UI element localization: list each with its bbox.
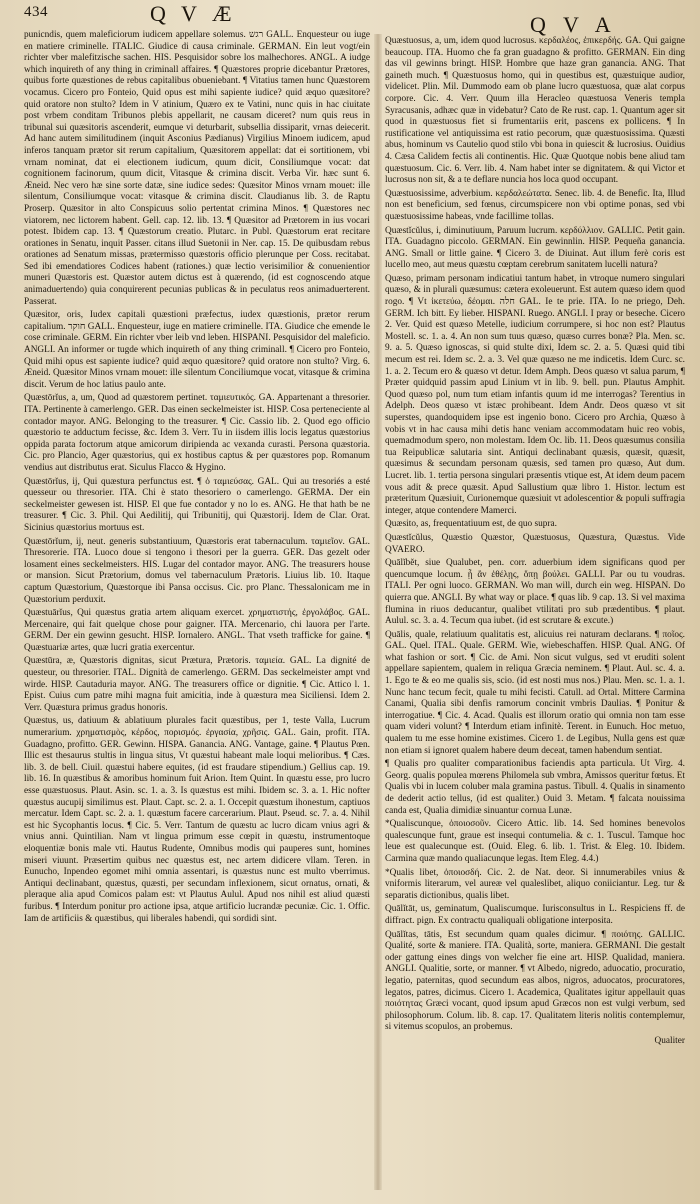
dictionary-entry: Quālĭtāt, us, geminatum, Qualiscumque. Iurisconsultus in L. Respiciens ff. de diffract. pign. Ex contractu qualiquali obligatione interposita. bbox=[385, 904, 685, 926]
left-column bbox=[24, 30, 370, 1194]
dictionary-entry: Quæstuosus, a, um, idem quod lucrosus. κερδαλέος, ἐπικερδής. GA. Qui gaigne beaucoup. ITA. Huomo che fa gran guadagno & profitto. GERMAN. Ein ding das vil gewinns bringt. HISP. Hombre que haze gran ganancia. ANG. That gaineth much. ¶ Quæstuosus homo, qui in questibus est, quæstuique audior, videlicet. Plin. Mil. Dummodo eam ob plane lucro quæstuosa, quæ alat corpus corpore. Cic. 4. Verr. Quum illa Heracleo quæstuosa Veneris templa Syracusanis, adhæc quæ in videbatur? Cato de Re rust. cap. 1. Quantum ager sit quod in quæstuosus fiet si frumentariis erit, pascens ex pollicens. ¶ In rustificatione vel antiquissima est ratio pecorum, quæ quæstuosissima. Quæsti abus, hominum vs Cautelio quod stilo vbi bona in quiescit & lucrosius. Ouidius 4. Cæsa Calidem fectis ali continentis. Hic. Quæ Quotque nobis bene aliud tam quæstuosum. Cic. 6. Verr. lib. 4. Nam habet inter se dignitatem. & qui Victor et lucrosus non sit, & a te deflare nuncia hos loca quod occupant. bbox=[385, 36, 685, 186]
dictionary-entry: Quālis, quale, relatiuum qualitatis est, alicuius rei naturam declarans. ¶ ποῖος. GAL. Quel. ITAL. Quale. GERM. Wie, wiebeschaffen. HISP. Qual. ANG. Of what fashion or sort. ¶ Cic. de Ami. Non sicut vulgus, sed vt eruditi solent appellare sapientem, qualem in reliqua Græcia neminem. ¶ Plaut. Aul. sc. 4. a. 1. Ego te & eo me qualis sis, scio. (id est nosti mus nos.) Plau. Men. sc. 1. a. 1. Nunc hanc tecum fecit, quale tu mihi fecisti. Catull. ad Ortal. Mittere Carmina Canami, Qualia sibi denfis ramorum concinit vmbris Daulias. ¶ Ponitur & interrogatiue. ¶ Cic. 4. Acad. Qualis est illorum oratio qui omnia non tam esse quam videri volunt? ¶ Interdum etiam infinitè. Terent. in Eunuch. Hoc metuo, qualem tu me esse homine existimes. Cicero 1. de Legibus, Nulla gens est quæ non etiam si ignoret qualem habere deum deceat, tamen habendum sentiat. bbox=[385, 629, 685, 756]
dictionary-entry: *Qualiscunque, ὁποιοσοῦν. Cicero Attic. lib. 14. Sed homines benevolos qualescunque funt, graue est insequi contumelia. & c. 1. Tuscul. Tamque hoc leue est qualecunque est. (Ouid. Eleg. 6. lib. 1. Trist. & Eleg. 10. Ibidem. Carmina quæ mando qualiacunque legas. Item Eleg. 4.4.) bbox=[385, 819, 685, 864]
dictionary-entry: punicndis, quem maleficiorum iudicem appellare solemus. רגש GALL. Enquesteur ou iuge en matiere criminelle. ITALIC. Giudice di causa criminale. GERMAN. Ein leut vogt/ein richter vber malefitzische sachen. HIS. Pesquisidor sobre los malhechores. ANGL. A iudge which inquireth of any thing in criminall affaires. ¶ Quæstores proprie dicebantur Prætores, quibus forte quæstiones de rebus capitalibus obueniebant. ¶ Vitatius tamen hunc Quæstorem vocamus. Cicero pro Fonteio, Quid opus est mihi sapiente iudice? quid æquo quæsitore? quid oratore non stulto? Idem in V atinium, Quæro ex te Vatini, nunc quis in hac ciuitate post vrbem conditam Tribunos plebis appellarit, ne causam diceret? num quis reus in tribunal sui quæsitoris ascenderit, eumque vi deturbarit, subsellia dissiparit, vrnas deiecerit. Ad hanc autem similitudinem (inquit Asconius Pædianus) Virgilius Minoem iudicem, apud inferos tanquam prætor sit rerum capitalium, Quæsitorem appellat: dat ei sortitionem, vbi vrnam nominat, dat ei electionem iudicum, quum dicit, Consiliumque vocat: dat cognitionem facinorum, quum dicit, Vitasque & crimina discit. Verba Vir. hæc sunt 6. Æneid. Nec vero hæ sine sorte datæ, sine iudice sedes: Quæsitor Minos vrnam mouet: ille silentum, Consiliumque vocat: vitasque & crimina discit. Claudianus lib. 3. de Raptu Proserp. Quæsitor in alto Conspicuus solio pertentat crimina Minos. ¶ Quæstores nec viatorem, nec lictorem habent. Gell. cap. 12. lib. 13. ¶ Quæsitor ad Prætorem in ius vocari potest. Ibidem cap. 13. ¶ Quæstorum creatio. Plutarc. in Publ. Quæstorum erat recitare orationes in Senatu, inquit Passer. citans illud Suetonii in Ner. cap. 15. De quibusdam rebus orationes ad Senatum missas, prætermisso quæstoris officio plerunque per Coss. recitabat. Sed ibi emendatiores Codices habent (rationes.) quæ lectio verisimilior & conuenientior muneri Quæstoris est. Quæstor autem dictus est à quærendo, (id est cognoscendo atque animaduertendo) quia conquirerent pecunias publicas & in peculatus reos animaduerterent. Passerat. bbox=[24, 30, 370, 307]
dictionary-entry: Quæstuosissime, adverbium. κερδαλεώτατα. Senec. lib. 4. de Benefic. Ita, Illud non est beneficium, sed fœnus, circumspicere non vbi optime ponas, sed vbi quæstuosissime habeas, vnde facillime tollas. bbox=[385, 188, 685, 222]
dictionary-entry: Quæstōrĭus, ij, Qui quæstura perfunctus est. ¶ ὁ ταμιεύσας. GAL. Qui au tresoriés a esté quesseur ou thresorier. ITA. Chi è stato thesoriero o camerlengo. GERMA. Der ein seckelmeister gewesen ist. HISP. El que fue contador y no lo es. ANG. He that hath be ne treasurer. ¶ Cic. 3. Phil. Qui Aedilitij, qui Tribunitij, qui Quæstorij. Idem de Clar. Orat. Sicinius quæstorius mortuus est. bbox=[24, 476, 370, 533]
dictionary-entry: Quæstōrĭum, ij, neut. generis substantiuum, Quæstoris erat tabernaculum. ταμιεῖον. GAL. Thresorerie. ITA. Luoco doue si tengono i thesori per la guerra. GER. Das gezelt oder losament eines seckelmeisters. HIS. Lugar del contador mayor. ANG. The treasurers house or mansion. Sicut Prætorium, domus vel tabernaculum Prætoris. Liuius lib. 10. Itaque captum Quæstorium, Quæstorque ibi Pansa occisus. Cic. pro Planc. Thessalonicam me in Quæstorium perduxit. bbox=[24, 536, 370, 605]
right-column bbox=[385, 36, 685, 1194]
page-number: 434 bbox=[24, 4, 48, 20]
dictionary-entry: Quæsito, as, frequentatiuum est, de quo supra. bbox=[385, 519, 557, 530]
dictionary-entry: Quæstōrĭus, a, um, Quod ad quæstorem pertinet. ταμιευτικός. GA. Appartenant a thresorier. ITA. Pertinente à camerlengo. GER. Das einen seckelmeister ist. HISP. Cosa perteneciente al contador mayor. ANG. Belonging to the treasurer. ¶ Cic. Cassio lib. 2. Quod ego officio quæstorio te adductum fecisse, &c. Idem 3. Verr. Tu in iisdem illis locis legatus quæstorius oppida parata foctorum atque amicorum diripienda ac vexanda curasti. Persona quæstoria. Cic. pro Plancio, Ager quæstorius, qui ex hostibus captus & per quæstores pop. Romanum vendius aut distributus erat. Siculus Flacco & Hygino. bbox=[24, 393, 370, 473]
dictionary-entry: ¶ Qualis pro qualiter comparationibus faciendis apta particula. Ut Virg. 4. Georg. qualis populea mœrens Philomela sub vmbra, Amissos queritur fœtus. Et Qualis vbi in lucem coluber mala gramina pastus. Tibull. 4. Qualis in sinamento de dederit actio tellus, (id est qualiter.) Ouid 3. Metam. ¶ falcata nouissima canda est, Qualia dimidiæ sinuantur cornua Lunæ. bbox=[385, 759, 685, 816]
dictionary-entry: Quæsitor, oris, Iudex capitali quæstioni præfectus, iudex quæstionis, prætor rerum capitalium. חוקר GALL. Enquesteur, iuge en matiere criminelle. ITA. Giudice che emende le cose criminale. GERM. Ein richter vber leib vnd leben. HISPANI. Pesquisidor del maleficio. ANGLI. An informer or tugde which inquireth of any thing criminall. ¶ Cicero pro Fonteio, Quid mihi opus est sapiente iudice? quid æquo quæsitore? quid oratore non stulto? Virg. 6. Æneid. Quæsitor Minos vrnam mouet: ille silentum Conciliumque vocat, vitasque & crimina discit. Verum de hoc latius paulo ante. bbox=[24, 310, 370, 390]
dictionary-entry: Quæstūra, æ, Quæstoris dignitas, sicut Prætura, Prætoris. ταμιεία. GAL. La dignité de questeur, ou thresorier. ITAL. Dignità de camerlengo. GERM. Das seckelmeister ampt vnd wirde. HISP. Cautaduria mayor. ANG. The treasurers office or dignitie. ¶ Cic. Attico l. 1. Epist. Cuius cum patre mihi magna fuit amicitia, inde à quæstura mea Siciliensi. Idem 2. Verr. Quæstura primus gradus honoris. bbox=[24, 656, 370, 713]
catchword: Qualiter bbox=[654, 1035, 685, 1046]
dictionary-entry: Quæstĭcŭlus, i, diminutiuum, Paruum lucrum. κερδύλλιον. GALLIC. Petit gain. ITA. Guadagno piccolo. GERMAN. Ein gewinnlin. HISP. Pequeña ganancia. ANG. Small or little gaine. ¶ Cicero 3. de Diuinat. Aut illum ferè coris est lucello meo, aut meus quæstu cœptam cerebrum sanitatem lucelli natura? bbox=[385, 225, 685, 271]
dictionary-entry: Quæso, primam personam indicatiui tantum habet, in vtroque numero singulari quæso, & in plurali quæsumus: cætera exoleuerunt. Est autem quæso idem quod rogo. ¶ Vt ἱκετεύω, δέομαι. חלה GAL. Ie te prie. ITA. Io ne priego, Deh. GERM. Ich bitt. Ey lieber. HISPANI. Ruego. ANGLI. I pray or beseche. Cicero 2. Ver. Quid est quæso Metelle, iudicium corrumpere, si hoc non est? Plautus Mostell. sc. 1. a. 4. An non sum tuus quæso, quæso curres bonæ? Pla. Men. sc. 9. a. 5. Quæso ignoscas, si quid stulte dixi, Idem sc. 2. a. 5. Quæsi quid tibi mecum est rei. Idem sc. 2. a. 3. Vel quæ quæso ne me indicetis. Idem Curc. sc. 1. a. 2. Tecum ero & quæso vt detur. Idem Amph. Deos quæso vt salua parum, ¶ Præter quidquid passim apud Linium vt in lib. 9. bell. pun. Plautus Amphit. Quod quæso pol, num tum etiam infantis quum id me interrogas? Terentius in Adelph. Deos quæso vt istæc prohibeant. Idem Andr. Deos quæso vt sit superstes, quandoquidem ipse est ingenio bono. Cicero pro Archia, Quæso à vobis vt in hac causa mihi detis hanc veniam accommodatam huic reo vobis, quemadmodum spero, non molestam. Idem Oc. lib. 11. Deos quæsumus consilia tua Reipublicæ salutaria sint. Antiqui declinabant quæsis, quæsit, quæsit, quæsimus & secundam personam quæsis, sed tamen pro quæso, Aut dum. Lucret. lib. 1. tertia persona singulari præsentis vtique est, At idem deum pacem vous adit & prece quæsit. Apud Sallustium quæ libro 1. Histor. lectum est præteritum Quæsiuit, Curionemque quæsiuit vt adolescentior & populi suffragia integer, atque contendere Mamerci. bbox=[385, 273, 685, 516]
dictionary-entry: Quālĭbĕt, siue Qualubet, pen. corr. aduerbium idem significans quod per quencumque locum. ᾗ ἂν ἐθέλῃς, ὅπῃ βούλει. GALLI. Par ou tu voudras. ITALI. Per ogni luoco. GERMAN. Wo man will, durch ein weg. HISPAN. Do quierra que. ANGLI. By what way or place. ¶ quas lib. 9 cap. 13. Si vel maxima flumina in riuos deducantur, qualibet vtilitati pro sub prædentibus. ¶ plaut. Aulul. sc. 3. a. 4. Tecum qua iubet. (id est scrutare & excute.) bbox=[385, 558, 685, 627]
book-gutter bbox=[374, 34, 382, 1190]
dictionary-entry: Quæstuārĭus, Qui quæstus gratia artem aliquam exercet. χρηματιστής, ἐργολάβος. GAL. Mercenaire, qui fait quelque chose pour gaigner. ITA. Mercenario, chi lauora per l'arte. GERM. Der ein gewinn gesucht. HISP. Iornalero. ANGL. That vseth trafficke for gaine. ¶ Quæstuariæ artes, quæ lucri gratia exercentur. bbox=[24, 608, 370, 653]
running-header bbox=[0, 0, 700, 37]
dictionary-entry: Quæstus, us, datiuum & ablatiuum plurales facit quæstibus, per 1, teste Valla, Lucrum numerarium. χρηματισμὸς, κέρδος, πορισμός. ἐργασία, χρῆσις. GAL. Gain, profit. ITA. Guadagno, profitto. GER. Gewinn. HISPA. Ganancia. ANG. Vantage, gaine. ¶ Plautus Pœn. Illic est thesaurus stultis in lingua situs, Vt quæstui habeant male loqui melioribus. ¶ Cæs. lib. 3. de bell. Ciuil. quæstui habere equites, (id est fraudare stipendium.) Gellius cap. 19. lib. 16. In quæstibus & amoribus hominum fuit Arion. Item Quint. In quæstu esse, pro lucro esse quæstuosus. Plaut. Asin. sc. 1. a. 3. Is quæstus est mihi. Ibidem sc. 3. a. 1. Hic nofter quæstus aucupij similimus est. Plaut. Capt. sc. 2. a. 1. Occepit quæstum ihonestum, captiuos mercatur. Idem Capt. sc. 2. a. 1. quæstum facere carcerarium. Plaut. Pseud. sc. 7. a. 4. Nihil est hic Sycophantis locus. ¶ Cic. 5. Verr. Tantum de quæstu ac lucro dicam vnius agri & vnius anni. Quintilian. Nam vt lingua primum esse cœpit in quæstu, instrumentoque eloquentiæ bonis male vti. Hautus Rudente, Omnibus modis qui pauperes sunt, homines miseri viuunt. Præsertim quibus nec quæstus est, nec artem didicere vllam. Teren. in Eunucho, Inpendeo egomet mihi omnia assentari, is quæstus nunc est multo vberrimus. Antiqui declinabant, quæstus, quæsti, per secundam inflexionem, sicut ornatus, ornati, & pleraque alia apud Comicos palam est: vt Plautus Aulul. Apud nos nihil est aliud quæsti furibus. ¶ Interdum ponitur pro actione ipsa, atque artificio lucrandæ pecuniæ. Cic. 1. Offic. Iam de artificiis & quæstibus, qui liberales habendi, qui sordidi sint. bbox=[24, 716, 370, 924]
right-running-head: Q V A bbox=[530, 12, 617, 37]
dictionary-entry: Quæstĭcŭlus, Quæstio Quæstor, Quæstuosus, Quæstura, Quæstus. Vide QVAERO. bbox=[385, 532, 685, 555]
dictionary-entry: *Qualis libet, ὁποιοσδή. Cic. 2. de Nat. deor. Si innumerabiles vnius & vniformis literarum, vel aureæ vel qualeslibet, aliquo coniiciantur. Leg. tur & separatis dictionibus, qualis libet. bbox=[385, 867, 685, 901]
left-running-head: Q V Æ bbox=[150, 1, 237, 26]
dictionary-entry: Quālĭtas, tātis, Est secundum quam quales dicimur. ¶ ποιότης. GALLIC. Qualité, sorte & maniere. ITA. Qualità, sorte, maniera. GERMANI. Die gestalt oder gattung eines dings von welcher fie eine art. HISP. Qualidad, maniera. ANGLI. Qualitie, sorte, or manner. ¶ vt Albedo, nigredo, aduocatio, procuratio, legatio, paternitas, quod secundum eas albos, nigros, aduocatos, procuratores, legatos, patres, dicimus. Cicero 1. Academica, Qualitates igitur appellauit quas ποιότητας Græci vocant, quod ipsum apud Græcos non est vulgi verbum, sed philosophorum. Colum. lib. 8. cap. 17. Qualitatem literis nolitis contemplemur, si vitemus scopulos, an probemus. bbox=[385, 929, 685, 1033]
